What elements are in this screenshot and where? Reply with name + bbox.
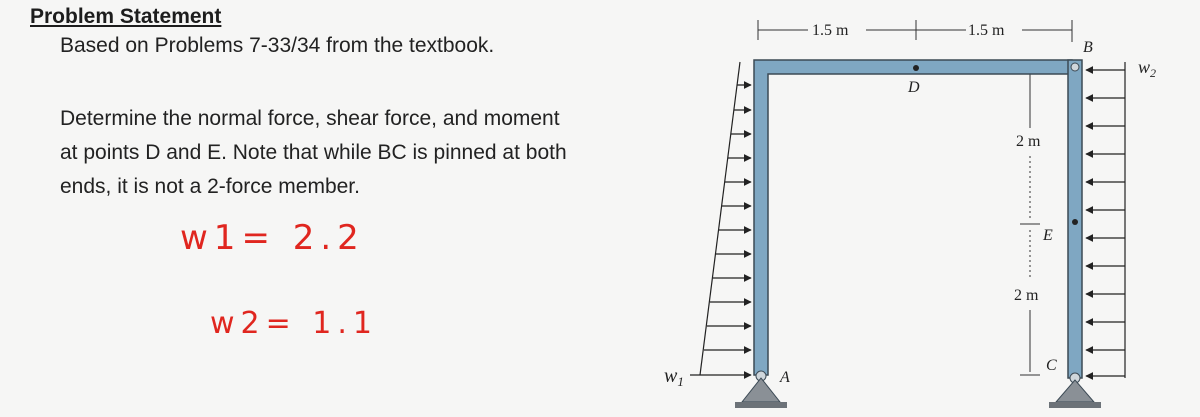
distributed-load-w1 [664, 62, 751, 389]
handwritten-w2: w2= 1.1 [210, 306, 379, 341]
distributed-load-w2 [1086, 57, 1156, 378]
pin-b [1071, 63, 1079, 71]
source-line: Based on Problems 7-33/34 from the textbook. [60, 34, 495, 57]
problem-description: Determine the normal force, shear force, and moment at points D and E. Note that while BC is pinned at both ends, it is not a 2-force member. [60, 107, 567, 198]
point-label-b: B [1083, 39, 1093, 56]
point-label-a: A [780, 369, 790, 386]
dim-label-upper: 2 m [1016, 133, 1041, 150]
top-dimension [758, 20, 1072, 42]
dim-label-lower: 2 m [1014, 287, 1039, 304]
point-d-marker [913, 65, 919, 71]
dim-label-right: 1.5 m [968, 22, 1005, 39]
point-e-marker [1072, 219, 1078, 225]
load-label-w2: $w_2$ [1138, 57, 1157, 80]
problem-heading: Problem Statement [30, 5, 222, 28]
point-label-c: C [1046, 357, 1057, 374]
pin-support-c [1049, 373, 1101, 408]
member-ab [754, 60, 1072, 375]
point-label-d: D [908, 79, 920, 96]
dim-label-left: 1.5 m [812, 22, 849, 39]
handwritten-w1: w1= 2.2 [180, 218, 365, 258]
load-label-w1: $w_1$ [664, 365, 684, 389]
vertical-dimension [1014, 70, 1041, 375]
point-label-e: E [1043, 227, 1053, 244]
